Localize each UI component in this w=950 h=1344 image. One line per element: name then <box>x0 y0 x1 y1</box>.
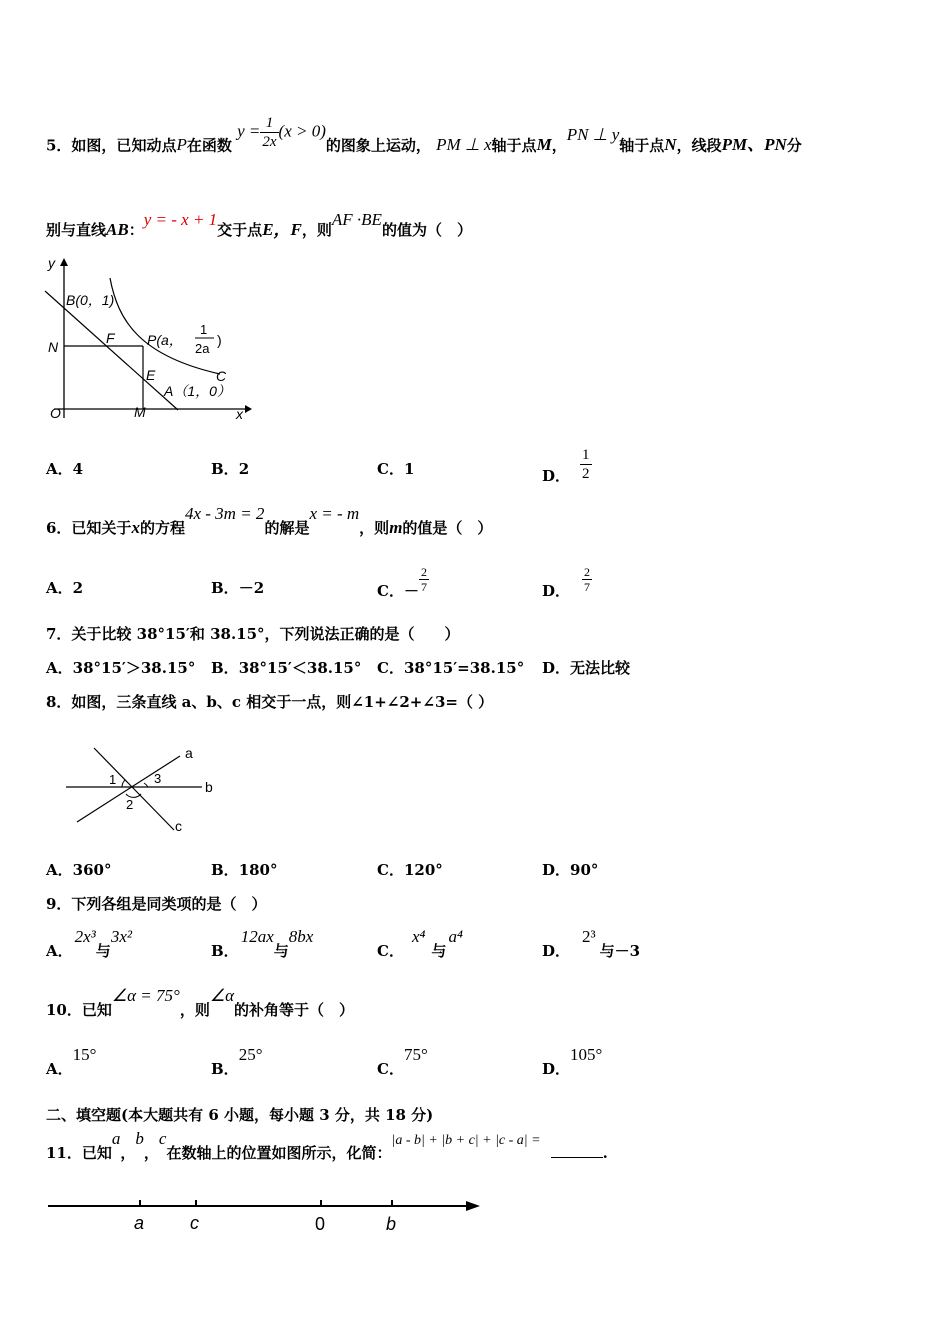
q10-option-b[interactable]: B．25° <box>211 1045 263 1078</box>
q10-stem: 10．已知∠α = 75°，则∠α的补角等于（ ） <box>46 986 355 1019</box>
q9-option-c[interactable]: C．x⁴与a⁴ <box>377 927 463 960</box>
q7-stem: 7．关于比较 38°15′和 38.15°，下列说法正确的是（ ） <box>46 625 460 643</box>
q6-option-c[interactable]: C．－ $\frac{2}{7}$ <box>377 565 427 600</box>
pm-perp: PM ⊥ x <box>436 135 492 155</box>
equation: 4x - 3m = 2 <box>184 504 265 523</box>
label-e: E <box>146 367 156 383</box>
product-expression: AF ·BE <box>331 210 382 229</box>
angle-condition: ∠α = 75° <box>111 986 180 1005</box>
section-2-title: 二、填空题(本大题共有 6 小题，每小题 3 分，共 18 分) <box>46 1106 434 1124</box>
pn-perp: PN ⊥ y <box>566 125 620 145</box>
line-c <box>94 748 174 830</box>
label-a: A（1，0） <box>164 383 231 399</box>
q10-option-a[interactable]: A．15° <box>46 1045 97 1078</box>
q5-option-d[interactable]: D． $\frac{1}{2}$ <box>542 447 590 485</box>
line-a <box>77 756 180 822</box>
answer-blank[interactable] <box>551 1143 603 1158</box>
q5-line1: 5．如图，已知动点P在函数 y = $\frac{1}{2x}$ (x > 0)的图象上运动， PM ⊥ x轴于点M，PN ⊥ y轴于点N，线段PM、PN分 <box>46 115 802 155</box>
q5-option-b[interactable]: B．2 <box>211 460 250 478</box>
label-p-close: ) <box>217 332 222 348</box>
q7-option-a[interactable]: A．38°15′＞38.15° <box>46 659 196 677</box>
label-3: 3 <box>154 771 162 786</box>
label-p-num: 1 <box>200 322 208 337</box>
label-b: B(0，1) <box>66 292 115 308</box>
q8-option-d[interactable]: D．90° <box>542 861 599 879</box>
axis-label-c: c <box>190 1213 199 1233</box>
q11-stem: 11．已知a，b，c在数轴上的位置如图所示，化简：|a - b| + |b + c| + |c - a| =. <box>46 1129 608 1162</box>
q5-figure <box>40 256 260 426</box>
q11-number-line <box>46 1192 496 1242</box>
label-n: N <box>48 339 59 355</box>
line-equation: y = - x + 1 <box>143 210 218 229</box>
label-1: 1 <box>109 772 117 787</box>
q9-stem: 9．下列各组是同类项的是（ ） <box>46 895 267 913</box>
q6-option-d[interactable]: D． $\frac{2}{7}$ <box>542 565 591 600</box>
label-p-den: 2a <box>195 341 210 356</box>
q8-stem: 8．如图，三条直线 a、b、c 相交于一点，则∠1+∠2+∠3=（ ） <box>46 693 494 711</box>
label-o: O <box>50 405 61 421</box>
label-y: y <box>48 256 55 271</box>
q6-option-b[interactable]: B．－2 <box>211 579 265 597</box>
q8-option-a[interactable]: A．360° <box>46 861 112 879</box>
q5-option-c[interactable]: C．1 <box>377 460 415 478</box>
x-arrow <box>245 405 252 413</box>
var-p: P <box>176 135 187 155</box>
q6-stem: 6．已知关于x的方程4x - 3m = 2的解是x = - m，则m的值是（ ） <box>46 504 493 537</box>
axis-label-b: b <box>386 1214 397 1234</box>
label-c: C <box>216 368 227 384</box>
label-a: a <box>185 745 193 761</box>
q7-option-c[interactable]: C．38°15′=38.15° <box>377 659 525 677</box>
angle-alpha: ∠α <box>209 986 234 1005</box>
axis-label-a: a <box>134 1213 145 1233</box>
label-2: 2 <box>126 797 134 812</box>
q5-option-a[interactable]: A．4 <box>46 460 84 478</box>
label-b: b <box>205 779 213 795</box>
function-formula: y = $\frac{1}{2x}$ (x > 0) <box>237 115 326 150</box>
label-p: P(a， <box>147 332 183 348</box>
q8-option-b[interactable]: B．180° <box>211 861 278 879</box>
axis-arrow <box>466 1201 480 1211</box>
label-c: c <box>175 818 182 834</box>
q10-option-c[interactable]: C．75° <box>377 1045 428 1078</box>
solution: x = - m <box>309 504 360 523</box>
label-x: x <box>236 406 243 422</box>
label-m: M <box>134 404 146 420</box>
angle-arc-1 <box>122 780 125 787</box>
q7-option-d[interactable]: D．无法比较 <box>542 659 631 677</box>
axis-label-0: 0 <box>315 1214 326 1234</box>
q9-option-a[interactable]: A．2x³与3x² <box>46 927 132 960</box>
abs-expression: |a - b| + |b + c| + |c - a| = <box>391 1133 541 1148</box>
q7-option-b[interactable]: B．38°15′＜38.15° <box>211 659 362 677</box>
q9-option-d[interactable]: D．2³与－3 <box>542 927 641 960</box>
q8-option-c[interactable]: C．120° <box>377 861 443 879</box>
q8-figure <box>62 740 232 840</box>
label-f: F <box>106 330 115 346</box>
y-arrow <box>60 258 68 266</box>
q6-option-a[interactable]: A．2 <box>46 579 84 597</box>
q10-option-d[interactable]: D．105° <box>542 1045 603 1078</box>
q5-line2: 别与直线AB：y = - x + 1交于点E，F，则AF ·BE的值为（ ） <box>46 210 472 239</box>
q9-option-b[interactable]: B．12ax与8bx <box>211 927 314 960</box>
